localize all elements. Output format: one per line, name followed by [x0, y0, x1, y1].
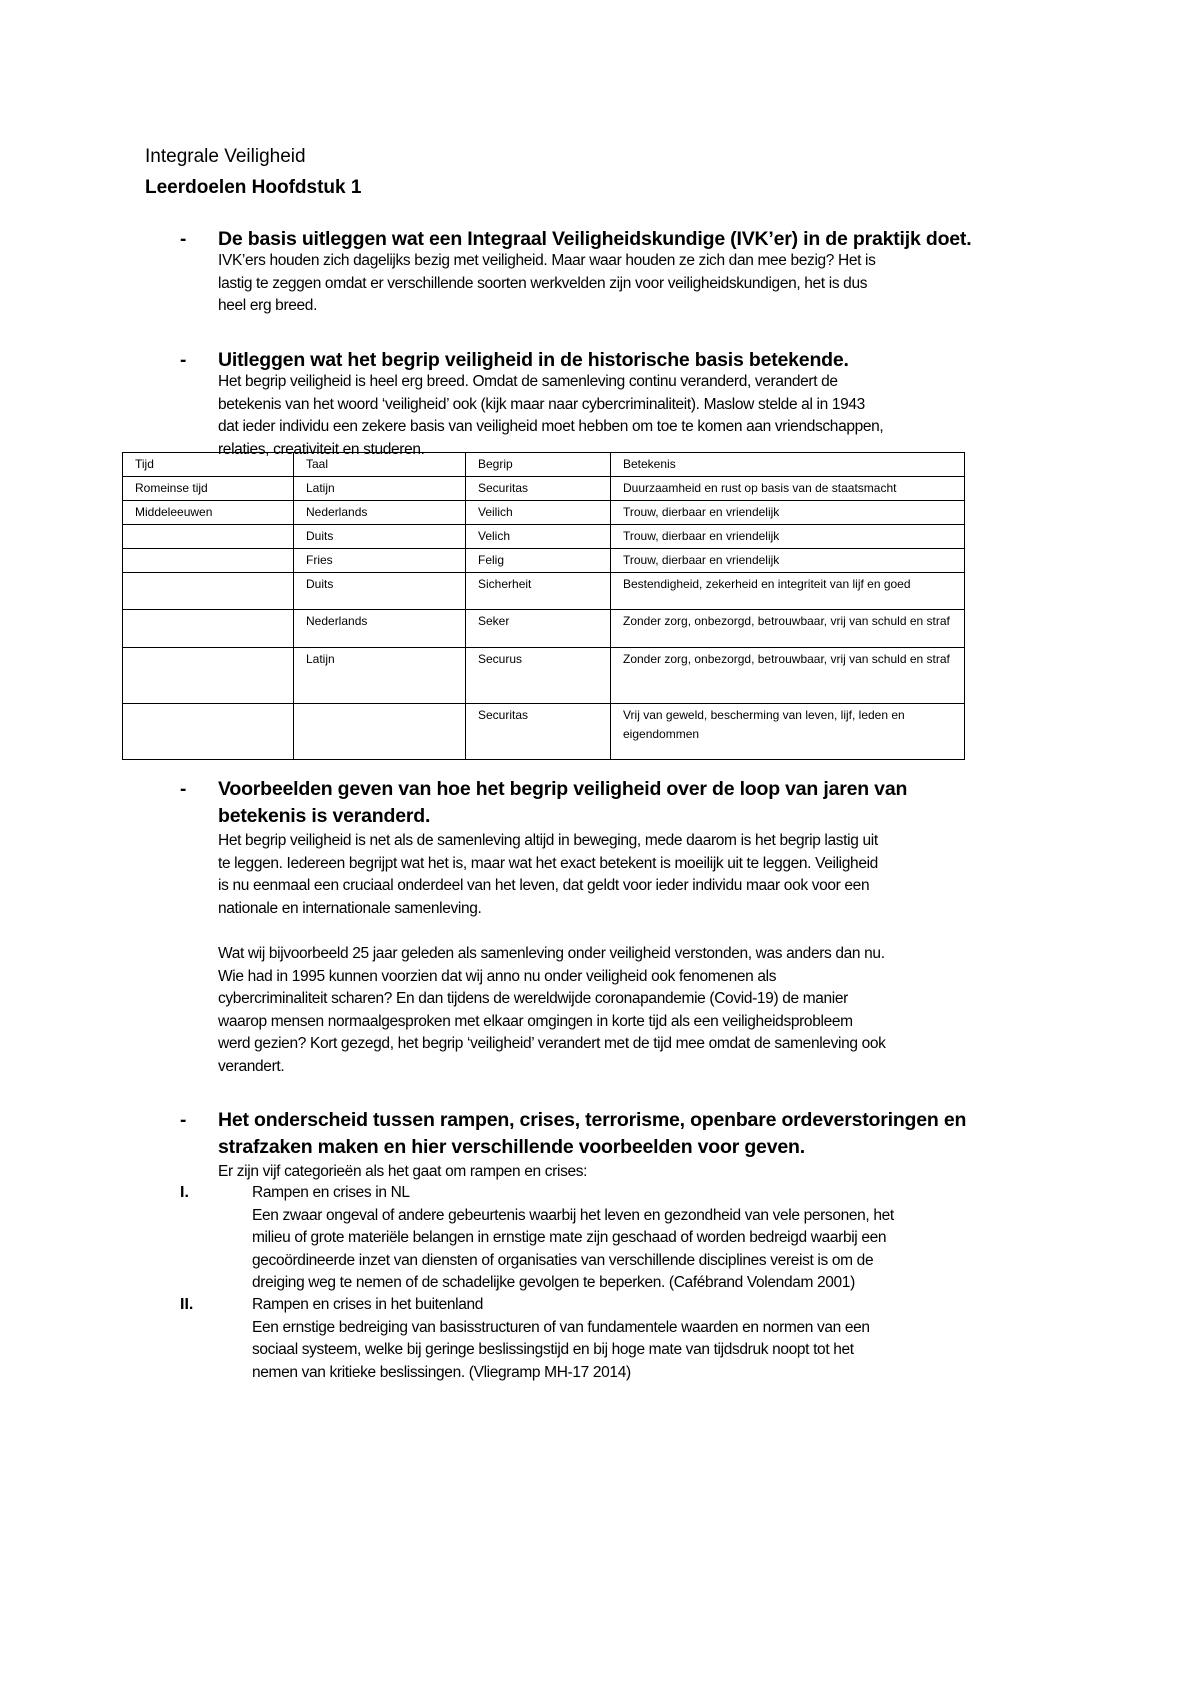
section-body: [218, 1161, 587, 1184]
bullet-dash: -: [180, 779, 187, 800]
table-cell: Trouw, dierbaar en vriendelijk: [611, 501, 965, 525]
table-cell: Duits: [294, 573, 466, 610]
table-cell: Veilich: [466, 501, 611, 525]
list-item-body-line: gecoördineerde inzet van diensten of organisaties van verschillende disciplines vereist is om de: [252, 1251, 874, 1269]
heading-line: De basis uitleggen wat een Integraal Veiligheidskundige (IVK’er) in de praktijk doet.: [218, 228, 972, 250]
bullet-dash: -: [180, 350, 187, 371]
table-row: [123, 648, 965, 704]
body-line: Het begrip veiligheid is heel erg breed. Omdat de samenleving continu veranderd, verandert de: [218, 373, 838, 390]
body-line: [218, 920, 886, 943]
list-number: I.: [180, 1184, 189, 1201]
table-row: [123, 477, 965, 501]
table-header-row: [123, 453, 965, 477]
heading-line: Het onderscheid tussen rampen, crises, terrorisme, openbare ordeverstoringen en: [218, 1109, 967, 1131]
table-row: [123, 501, 965, 525]
table-header-cell: Taal: [294, 453, 466, 477]
table-header-cell: Begrip: [466, 453, 611, 477]
heading-line: Uitleggen wat het begrip veiligheid in de historische basis betekende.: [218, 349, 849, 371]
body-line: dat ieder individu een zekere basis van veiligheid moet hebben om toe te komen aan vriendschappen,: [218, 418, 884, 436]
list-item-body-line: sociaal systeem, welke bij geringe beslissingstijd en bij hoge mate van tijdsdruk noopt tot het: [252, 1341, 854, 1359]
bullet-dash: -: [180, 1110, 187, 1131]
list-item: [252, 1182, 894, 1295]
table-cell: Nederlands: [294, 610, 466, 648]
table-cell: Bestendigheid, zekerheid en integriteit van lijf en goed: [611, 573, 965, 610]
section-heading: [218, 1107, 966, 1161]
body-line: verandert.: [218, 1057, 285, 1075]
list-item: [252, 1294, 870, 1384]
table-cell: [123, 525, 294, 549]
section-body: [218, 371, 883, 461]
history-table: [122, 452, 965, 760]
body-line: cybercriminaliteit scharen? En dan tijdens de wereldwijde coronapandemie (Covid-19) de manier: [218, 990, 848, 1008]
body-line: relaties, creativiteit en studeren.: [218, 440, 425, 458]
table-row: [123, 525, 965, 549]
list-item-body-line: Een zwaar ongeval of andere gebeurtenis waarbij het leven en gezondheid van vele personen, het: [252, 1206, 894, 1224]
body-line: Er zijn vijf categorieën als het gaat om rampen en crises:: [218, 1163, 588, 1180]
table-cell: Securitas: [466, 704, 611, 760]
section-body: [218, 830, 886, 1079]
table-cell: Nederlands: [294, 501, 466, 525]
table-cell: Sicherheit: [466, 573, 611, 610]
table-cell: [123, 704, 294, 760]
table-cell: Latijn: [294, 477, 466, 501]
table-row: [123, 610, 965, 648]
list-number: II.: [180, 1296, 194, 1313]
list-item-title: Rampen en crises in NL: [252, 1184, 410, 1201]
document-subtitle: Leerdoelen Hoofdstuk 1: [145, 177, 362, 198]
table-cell: Fries: [294, 549, 466, 573]
table-header-cell: Tijd: [123, 453, 294, 477]
table-cell: Zonder zorg, onbezorgd, betrouwbaar, vrij van schuld en straf: [611, 648, 965, 704]
body-line: lastig te zeggen omdat er verschillende soorten werkvelden zijn voor veiligheidskundigen, het is dus: [218, 274, 868, 292]
table-header-cell: Betekenis: [611, 453, 965, 477]
body-line: nationale en internationale samenleving.: [218, 899, 482, 917]
list-item-body-line: dreiging weg te nemen of de schadelijke gevolgen te beperken. (Cafébrand Volendam 2001): [252, 1274, 855, 1292]
table-cell: Vrij van geweld, bescherming van leven, lijf, leden en eigendommen: [611, 704, 965, 760]
table-cell: Felig: [466, 549, 611, 573]
bullet-dash: -: [180, 229, 187, 250]
list-item-body-line: nemen van kritieke beslissingen. (Vliegramp MH-17 2014): [252, 1363, 631, 1381]
heading-line: betekenis is veranderd.: [218, 805, 431, 827]
table-cell: Securus: [466, 648, 611, 704]
table-cell: Latijn: [294, 648, 466, 704]
table-row: [123, 549, 965, 573]
list-item-body-line: Een ernstige bedreiging van basisstructuren of van fundamentele waarden en normen van een: [252, 1318, 870, 1336]
table-cell: [294, 704, 466, 760]
heading-line: strafzaken maken en hier verschillende voorbeelden voor geven.: [218, 1136, 805, 1158]
table-cell: Middeleeuwen: [123, 501, 294, 525]
body-line: te leggen. Iedereen begrijpt wat het is, maar wat het exact betekent is moeilijk uit te leggen. Veiligheid: [218, 854, 878, 872]
document-title: Integrale Veiligheid: [145, 146, 306, 167]
table-cell: [123, 573, 294, 610]
list-item-body-line: milieu of grote materiële belangen in ernstige mate zijn geschaad of worden bedreigd waarbij een: [252, 1229, 887, 1247]
table-cell: Duits: [294, 525, 466, 549]
table-cell: Trouw, dierbaar en vriendelijk: [611, 525, 965, 549]
body-line: betekenis van het woord ‘veiligheid’ ook (kijk maar naar cybercriminaliteit). Maslow stelde al in 1943: [218, 395, 865, 413]
table-cell: Trouw, dierbaar en vriendelijk: [611, 549, 965, 573]
body-line: IVK’ers houden zich dagelijks bezig met veiligheid. Maar waar houden ze zich dan mee bezig? Het is: [218, 252, 876, 269]
body-line: Het begrip veiligheid is net als de samenleving altijd in beweging, mede daarom is het begrip lastig uit: [218, 832, 878, 849]
table-row: [123, 704, 965, 760]
body-line: is nu eenmaal een cruciaal onderdeel van het leven, dat geldt voor ieder individu maar ook voor een: [218, 877, 870, 895]
table-cell: [123, 549, 294, 573]
table-cell: [123, 648, 294, 704]
table-row: [123, 573, 965, 610]
table-cell: Velich: [466, 525, 611, 549]
table-cell: Zonder zorg, onbezorgd, betrouwbaar, vrij van schuld en straf: [611, 610, 965, 648]
table-cell: Romeinse tijd: [123, 477, 294, 501]
section-body: [218, 250, 876, 318]
table-cell: [123, 610, 294, 648]
section-heading: [218, 776, 907, 830]
list-item-title: Rampen en crises in het buitenland: [252, 1296, 484, 1313]
body-line: werd gezien? Kort gezegd, het begrip ‘veiligheid’ verandert met de tijd mee omdat de samenleving ook: [218, 1035, 886, 1053]
heading-line: Voorbeelden geven van hoe het begrip veiligheid over de loop van jaren van: [218, 778, 908, 800]
table-cell: Seker: [466, 610, 611, 648]
body-line: Wat wij bijvoorbeeld 25 jaar geleden als samenleving onder veiligheid verstonden, was anders dan nu.: [218, 944, 885, 962]
section-heading: [218, 347, 849, 374]
table-cell: Securitas: [466, 477, 611, 501]
section-heading: [218, 226, 971, 253]
body-line: waarop mensen normaalgesproken met elkaar omgingen in korte tijd als een veiligheidsprobleem: [218, 1012, 853, 1030]
body-line: Wie had in 1995 kunnen voorzien dat wij anno nu onder veiligheid ook fenomenen als: [218, 967, 777, 985]
table-cell: Duurzaamheid en rust op basis van de staatsmacht: [611, 477, 965, 501]
body-line: heel erg breed.: [218, 297, 318, 315]
